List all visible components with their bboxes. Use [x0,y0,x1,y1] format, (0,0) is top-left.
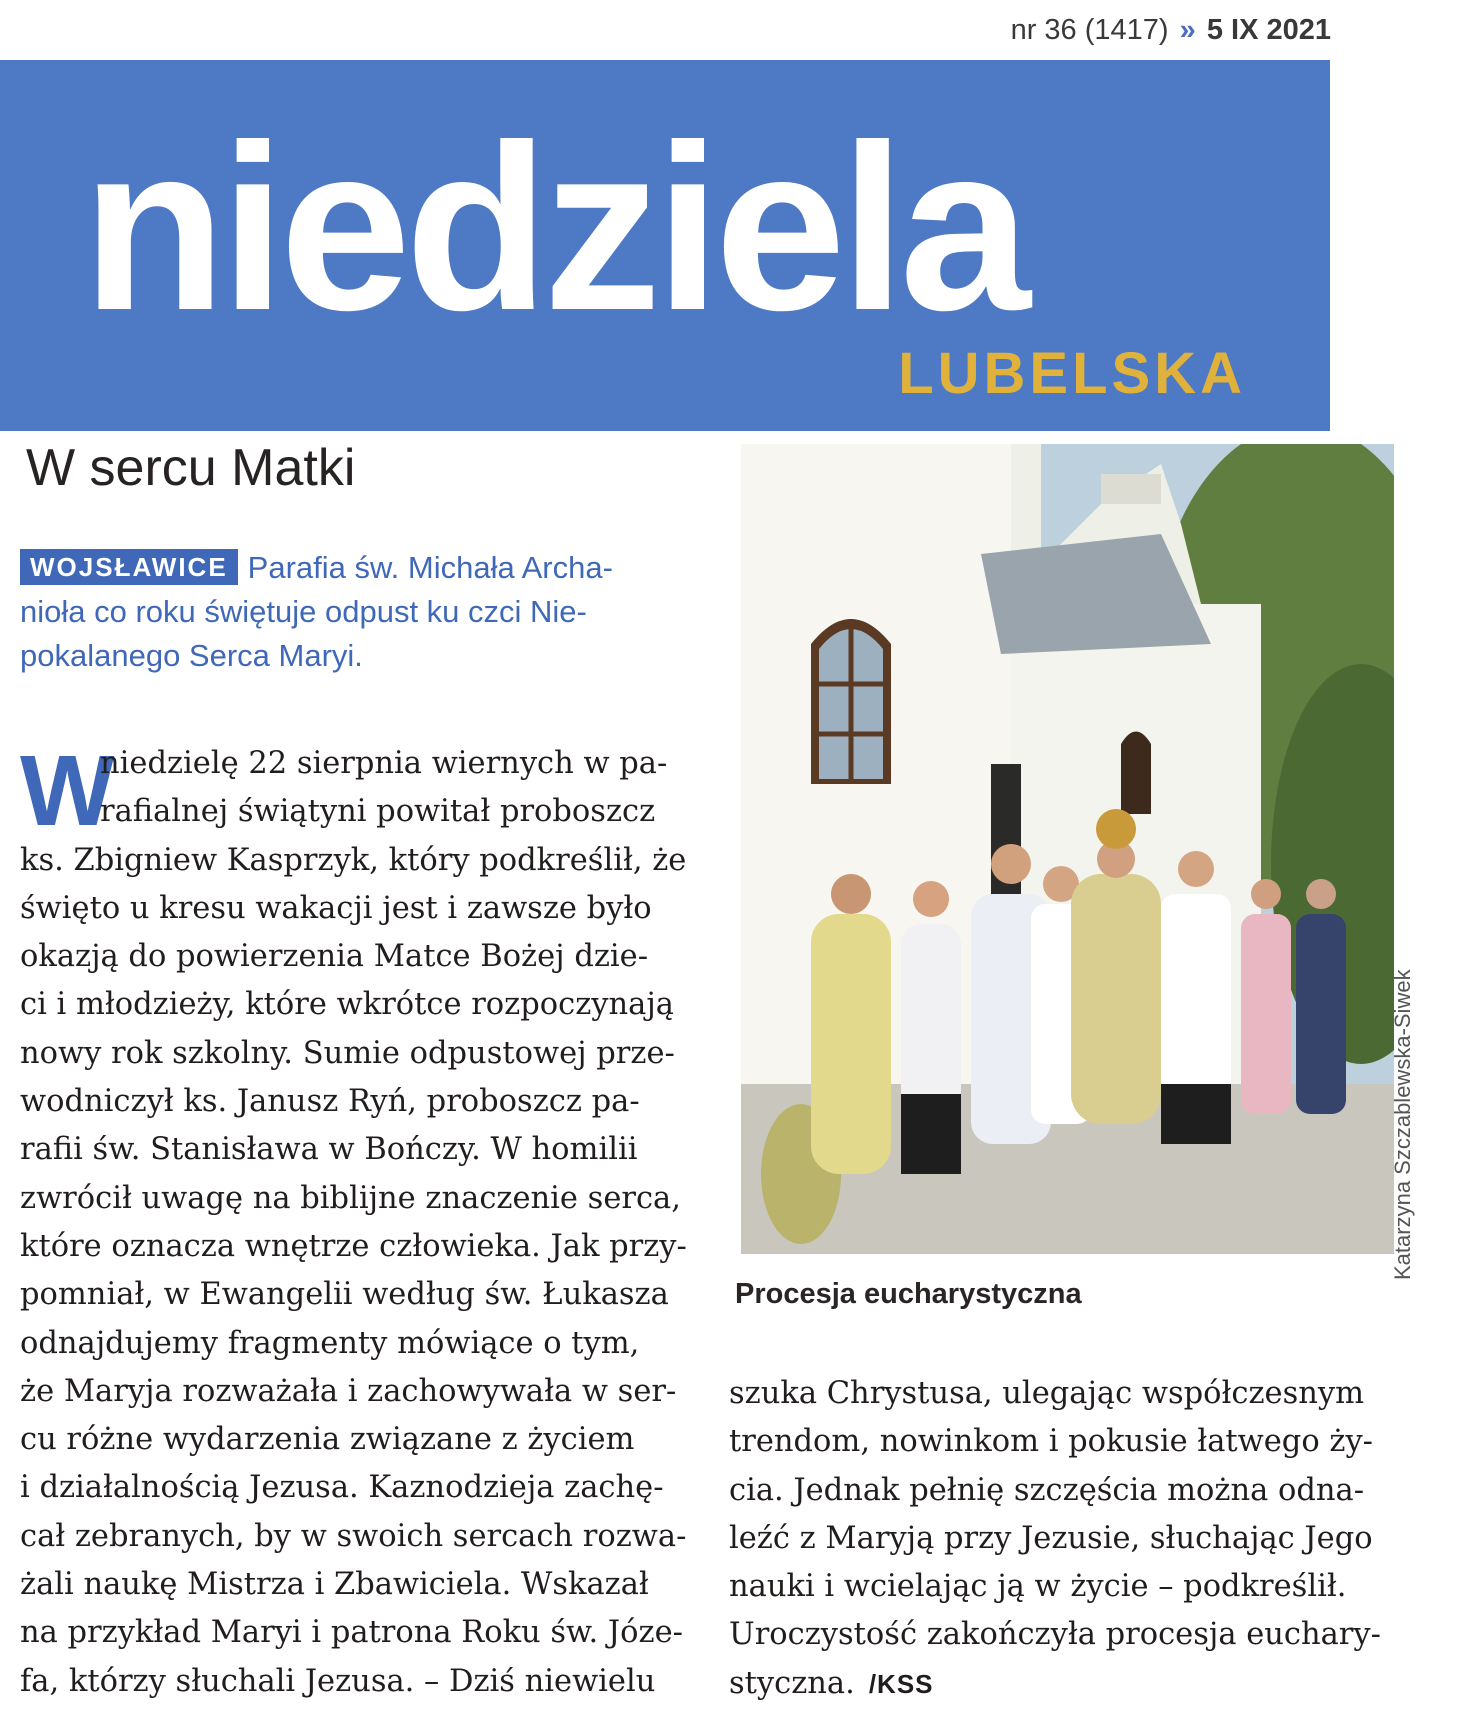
lead-line [20,546,690,590]
body-line: na przykład Maryi i patrona Roku św. Józe- [20,1615,683,1651]
body-line: rafii św. Stanisława w Bończy. W homilii [20,1132,638,1168]
article-lead [20,546,690,678]
body-line: wodniczył ks. Janusz Ryń, proboszcz pa- [20,1084,640,1120]
body-line: cia. Jednak pełnię szczęścia można odna- [729,1472,1365,1508]
body-line: które oznacza wnętrze człowieka. Jak przy- [20,1228,687,1264]
article-headline: W sercu Matki [26,439,356,497]
body-line: święto u kresu wakacji jest i zawsze było [20,890,652,926]
photo-credit: Katarzyna Szczablewska-Siwek [1390,969,1415,1280]
body-line: trendom, nowinkom i pokusie łatwego ży- [729,1424,1373,1460]
masthead [0,60,1330,431]
masthead-title: niedziela [82,96,1025,360]
location-badge: WOJSŁAWICE [20,549,238,585]
masthead-subtitle: LUBELSKA [898,341,1246,406]
body-line: zwrócił uwagę na biblijne znaczenie serca, [20,1180,681,1216]
lead-line: nioła co roku świętuje odpust ku czci Nie- [20,594,587,629]
body-line: ci i młodzieży, które wkrótce rozpoczynają [20,987,674,1023]
body-line-last [729,1660,1429,1708]
body-line: żali naukę Mistrza i Zbawiciela. Wskazał [20,1567,649,1603]
body-line: odnajdujemy fragmenty mówiące o tym, [20,1325,640,1361]
issue-info [1011,14,1331,47]
body-line-text: styczna. [729,1665,855,1701]
photo-caption: Procesja eucharystyczna [735,1278,1082,1310]
body-line: i działalnością Jezusa. Kaznodzieja zachę- [20,1470,664,1506]
body-line: niedzielę 22 sierpnia wiernych w pa- [100,746,668,781]
body-line: cał zebranych, by w swoich sercach rozwa- [20,1518,687,1554]
issue-number: nr 36 (1417) [1010,14,1169,46]
body-line: okazją do powierzenia Matce Bożej dzie- [20,939,649,975]
article-column-2 [729,1370,1429,1708]
body-line: nowy rok szkolny. Sumie odpustowej prze- [20,1035,675,1071]
body-line: fa, którzy słuchali Jezusa. – Dziś niewielu [20,1663,656,1699]
body-line: że Maryja rozważała i zachowywała w ser- [20,1373,677,1409]
body-line: nauki i wcielając ją w życie – podkreślił. [729,1569,1347,1605]
body-line: Uroczystość zakończyła procesja euchary- [729,1617,1381,1653]
issue-date: 5 IX 2021 [1206,14,1331,46]
lead-text: Parafia św. Michała Archa- [247,550,613,585]
issue-separator: » [1179,14,1196,46]
body-line: rafialnej świątyni powitał proboszcz [100,794,656,830]
body-line: ks. Zbigniew Kasprzyk, który podkreślił, że [20,842,687,878]
body-line: leźć z Maryją przy Jezusie, słuchając Jego [729,1520,1373,1556]
article-column-1 [20,735,700,1706]
body-line: pomniał, w Ewangelii według św. Łukasza [20,1277,669,1313]
body-line: cu różne wydarzenia związane z życiem [20,1422,635,1458]
body-line: szuka Chrystusa, ulegając współczesnym [729,1376,1365,1411]
lead-line: pokalanego Serca Maryi. [20,638,363,673]
drop-cap: W [20,735,115,847]
procession-photo [741,444,1394,1254]
author-signature: /KSS [868,1668,934,1699]
